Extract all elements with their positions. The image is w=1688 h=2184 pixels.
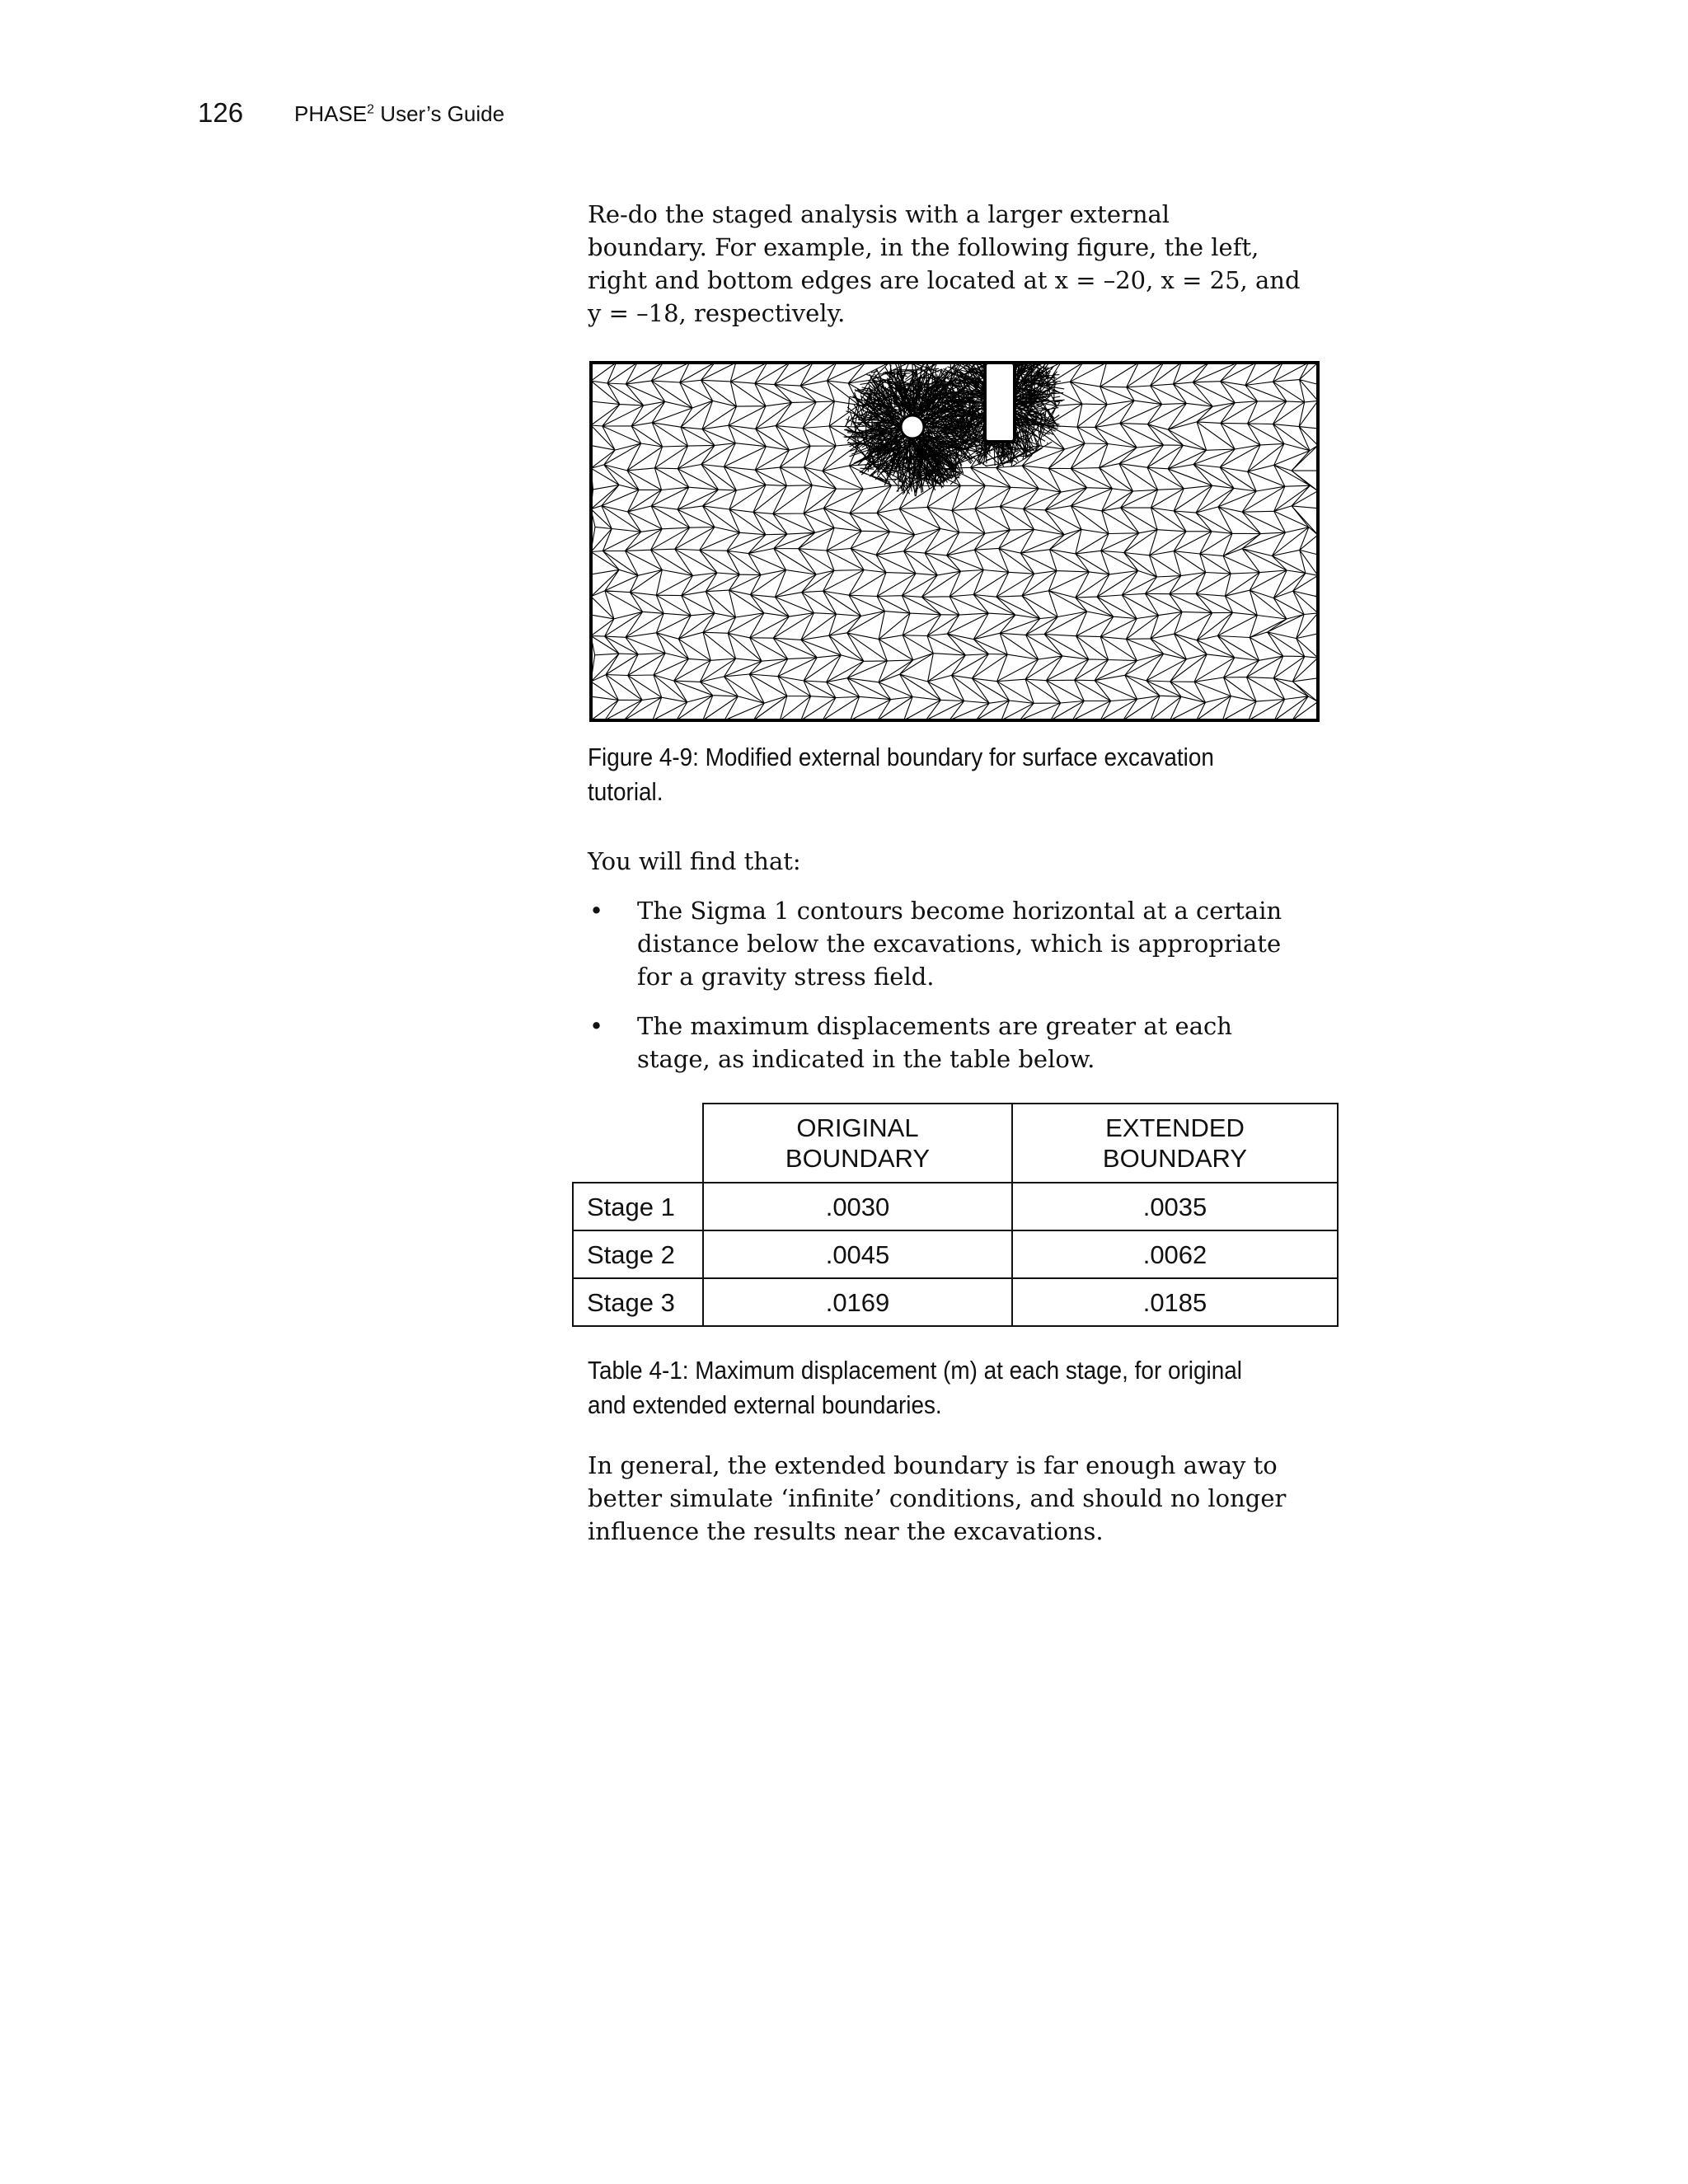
extended-value: .0035 xyxy=(1012,1183,1338,1230)
findings-lead: You will find that: xyxy=(588,847,801,875)
original-value: .0045 xyxy=(703,1230,1012,1278)
original-value: .0030 xyxy=(703,1183,1012,1230)
table-row xyxy=(573,1230,1338,1278)
findings-item-text: The maximum displacements are greater at each stage, as indicated in the table below. xyxy=(637,1012,1232,1073)
row-label: Stage 2 xyxy=(573,1230,703,1278)
bullet-icon: • xyxy=(589,1012,604,1040)
running-header xyxy=(294,100,504,128)
row-label: Stage 3 xyxy=(573,1278,703,1326)
table-header-row xyxy=(573,1104,1338,1183)
page-number: 126 xyxy=(198,97,244,128)
intro-paragraph: Re-do the staged analysis with a larger external boundary. For example, in the following figure, the left, right and bottom edges are located at x = –20, x = 25, and y = –18, respectively. xyxy=(588,200,1301,327)
table-corner-cell xyxy=(573,1104,703,1183)
original-value: .0169 xyxy=(703,1278,1012,1326)
circular-excavation xyxy=(901,415,924,438)
findings-item xyxy=(588,894,1329,993)
row-label: Stage 1 xyxy=(573,1183,703,1230)
findings-item-text: The Sigma 1 contours become horizontal at a certain distance below the excavations, which is appropriate for a gravity stress field. xyxy=(637,897,1282,991)
figure-caption: Figure 4-9: Modified external boundary for surface excavation tutorial. xyxy=(588,743,1214,806)
surface-excavation xyxy=(985,363,1015,442)
findings-item xyxy=(588,1010,1329,1076)
extended-value: .0062 xyxy=(1012,1230,1338,1278)
running-title-superscript: 2 xyxy=(367,102,375,117)
table-row xyxy=(573,1183,1338,1230)
extended-value: .0185 xyxy=(1012,1278,1338,1326)
finite-element-mesh xyxy=(588,359,1321,726)
table-row xyxy=(573,1278,1338,1326)
displacement-table xyxy=(572,1103,1339,1327)
table-caption: Table 4-1: Maximum displacement (m) at each stage, for original and extended external boundaries. xyxy=(588,1356,1242,1419)
column-header-extended: EXTENDED BOUNDARY xyxy=(1012,1104,1338,1183)
findings-list xyxy=(588,894,1329,1092)
mesh-elements xyxy=(591,363,1318,720)
column-header-original: ORIGINAL BOUNDARY xyxy=(703,1104,1012,1183)
running-title: PHASE xyxy=(294,101,368,126)
closing-paragraph: In general, the extended boundary is far enough away to better simulate ‘infinite’ conditions, and should no longer influence the results near the excavations. xyxy=(588,1451,1287,1545)
bullet-icon: • xyxy=(589,897,604,925)
mesh-figure xyxy=(588,359,1321,730)
running-title-rest: User’s Guide xyxy=(374,101,505,126)
